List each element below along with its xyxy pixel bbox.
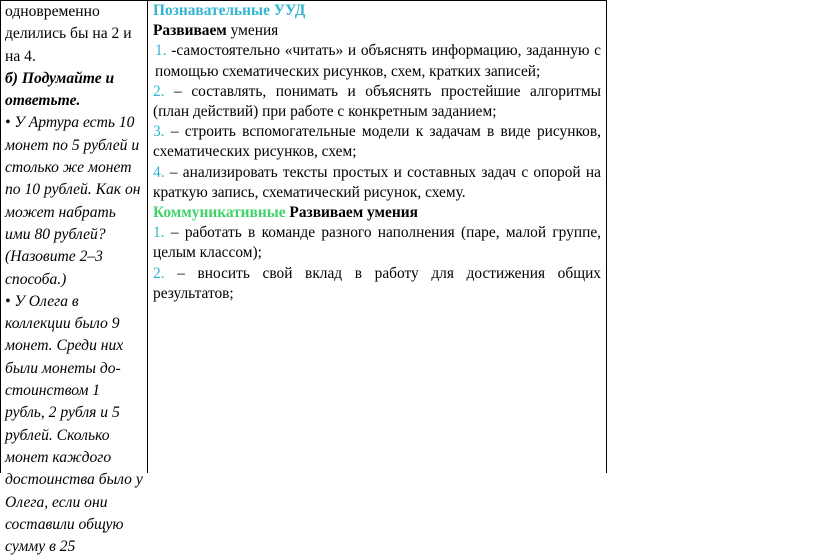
column-divider [147, 0, 148, 473]
cognitive-title: Познавательные УУД [153, 2, 306, 19]
item-number: 1. [153, 224, 165, 242]
item-text: – вносить свой вклад в работу для достижения общих результатов; [153, 264, 601, 302]
cognitive-item [153, 163, 601, 203]
task-column [5, 1, 143, 558]
develop-bold: Развиваем [153, 22, 227, 40]
skills-column [153, 1, 601, 304]
task-heading: б) Подумайте и ответьте. [5, 69, 115, 110]
task-question-2: • У Олега в коллекции было 9 монет. Среди них были монеты до-стоинством 1 рубль, 2 рубля и 5 рублей. Сколько монет каждого достоинства было у Олега, если они составили общую сумму в 25 [5, 292, 143, 556]
item-number: 4. [153, 163, 165, 181]
item-number: 2. [153, 264, 165, 282]
cognitive-item [153, 122, 601, 162]
communicative-item [153, 264, 601, 304]
item-number: 1. [155, 42, 167, 60]
table-border-left [0, 0, 1, 473]
item-number: 3. [153, 123, 165, 141]
item-text: -самостоятельно «читать» и объяснять информацию, заданную с помощью схематических рисунков, схем, кратких записей; [155, 42, 601, 80]
item-text: – работать в команде разного наполнения (паре, малой группе, целым классом); [153, 224, 601, 262]
item-text: – составлять, понимать и объяснять простейшие алгоритмы (план действий) при работе с конкретным заданием; [153, 82, 601, 121]
communicative-title: Коммуникативные [153, 204, 286, 222]
cognitive-item [153, 82, 601, 122]
communicative-line [153, 203, 601, 223]
item-number: 2. [153, 82, 165, 100]
communicative-rest: Развиваем умения [285, 204, 418, 222]
task-text-intro: одновременно делились бы на 2 и на 4. [5, 3, 132, 65]
communicative-item [153, 223, 601, 263]
table-border-right [606, 0, 607, 473]
develop-rest: умения [226, 22, 279, 40]
cognitive-item [153, 41, 601, 81]
item-text: – анализировать тексты простых и составных задач с опорой на краткую запись, схематический рисунок, схему. [153, 163, 601, 201]
develop-skills-line [153, 21, 601, 41]
item-text: – строить вспомогательные модели к задачам в виде рисунков, схематических рисунков, схем; [153, 123, 601, 161]
task-question-1: • У Артура есть 10 монет по 5 рублей и столько же монет по 10 рублей. Как он может набрать ими 80 рублей? (Назовите 2–3 способа.) [5, 114, 141, 288]
